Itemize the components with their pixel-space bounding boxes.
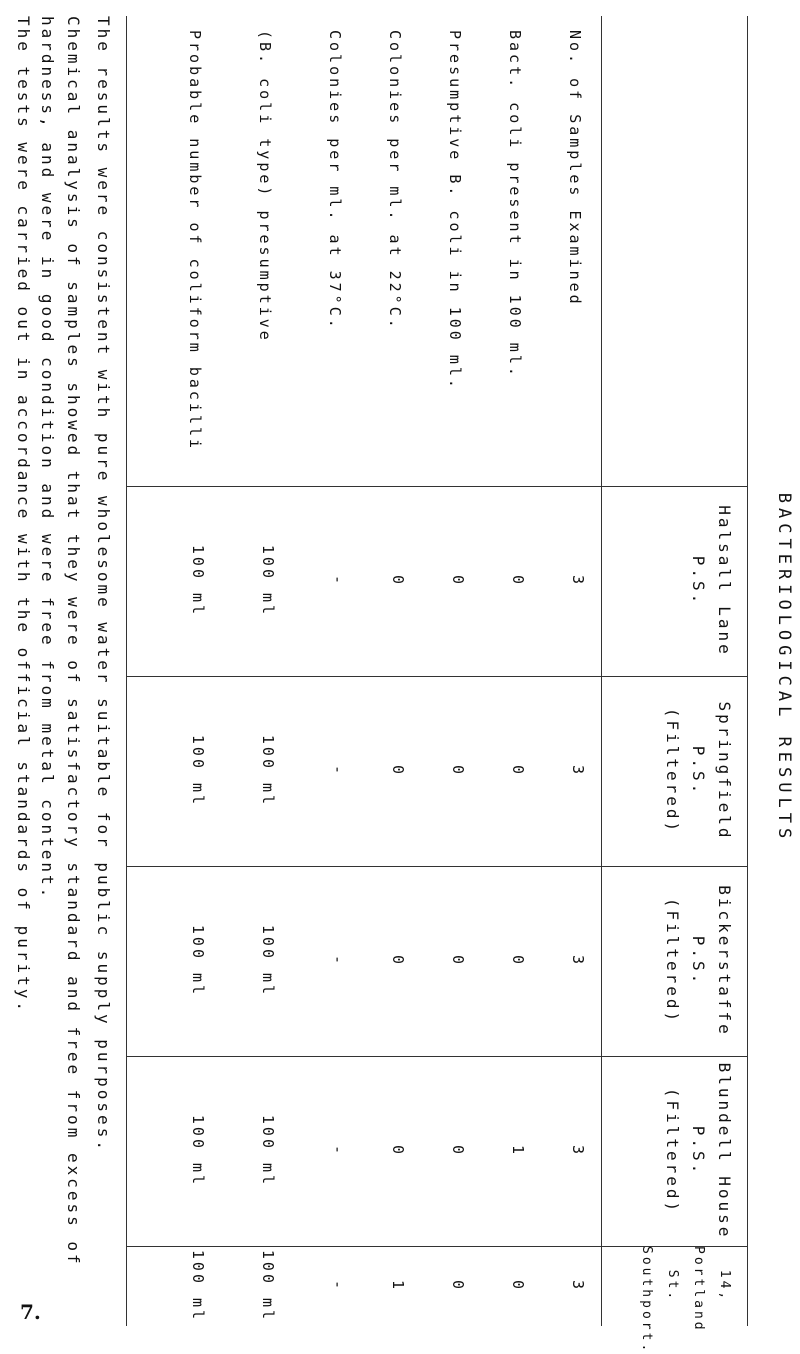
table-cell: 0 — [389, 954, 407, 968]
table-cell: 100 ml — [189, 1114, 207, 1188]
table-cell: 3 — [569, 954, 587, 968]
table-cell: 100 ml — [189, 734, 207, 808]
column-header-subline: (Filtered) — [663, 707, 682, 835]
column-header-subline: (Filtered) — [663, 897, 682, 1025]
table-cell: 0 — [449, 1279, 467, 1293]
table-cell: 100 ml — [189, 1249, 207, 1323]
table-cell: 0 — [449, 764, 467, 778]
table-cell: 3 — [569, 574, 587, 588]
table-cell: - — [329, 1279, 347, 1293]
table-cell: 0 — [509, 954, 527, 968]
page-number: 7. — [20, 1300, 41, 1324]
column-header-3 — [659, 866, 737, 1056]
page-title: BACTERIOLOGICAL RESULTS — [774, 492, 794, 844]
table-cell: 3 — [569, 1279, 587, 1293]
footnote: Chemical analysis of samples showed that they were of satisfactory standard and free from excess of hardness, and were in good condition and were free from metal content. — [38, 16, 83, 1267]
table-cell: 0 — [449, 574, 467, 588]
table-cell: 100 ml — [189, 544, 207, 618]
column-divider — [127, 676, 747, 677]
table-cell: 100 ml — [259, 1114, 277, 1188]
table-cell: - — [329, 954, 347, 968]
table-cell: 100 ml — [259, 544, 277, 618]
table-cell: 0 — [389, 574, 407, 588]
table-cell: 100 ml — [189, 924, 207, 998]
row-label: Colonies per ml. at 37°C. — [326, 30, 344, 331]
column-header-subline: (Filtered) — [663, 1087, 682, 1215]
column-header-line: 14, Portland St. — [665, 1246, 732, 1333]
results-table — [126, 16, 748, 1354]
column-header-5 — [633, 1246, 737, 1354]
column-header-line: Halsall Lane P.S. — [689, 505, 734, 657]
table-cell: - — [329, 574, 347, 588]
column-divider — [127, 866, 747, 867]
footnote: The results were consistent with pure wholesome water suitable for public supply purposes. — [94, 16, 113, 1153]
table-cell: - — [329, 764, 347, 778]
row-label: No. of Samples Examined — [566, 30, 584, 307]
table-cell: 0 — [389, 764, 407, 778]
table-cell: 0 — [509, 574, 527, 588]
column-header-line: Springfield P.S. — [689, 701, 734, 841]
table-cell: - — [329, 1144, 347, 1158]
table-cell: 0 — [449, 1144, 467, 1158]
column-header-4 — [659, 1056, 737, 1246]
row-label: Bact. coli present in 100 ml. — [506, 30, 524, 379]
row-label: Presumptive B. coli in 100 ml. — [446, 30, 464, 391]
row-label: Colonies per ml. at 22°C. — [386, 30, 404, 331]
table-cell: 100 ml — [259, 734, 277, 808]
table-cell: 0 — [389, 1144, 407, 1158]
row-label: (B. coli type) presumptive — [256, 30, 274, 343]
table-cell: 100 ml — [259, 924, 277, 998]
table-cell: 0 — [509, 1279, 527, 1293]
column-header-subline: Southport. — [639, 1246, 654, 1354]
column-header-2 — [659, 676, 737, 866]
row-label-column — [127, 16, 747, 487]
footnote: The tests were carried out in accordance with the official standards of purity. — [14, 16, 33, 1014]
column-header-1 — [685, 486, 737, 676]
row-label: Probable number of coliform bacilli — [186, 30, 204, 452]
table-cell: 0 — [509, 764, 527, 778]
column-header-line: Bickerstaffe P.S. — [689, 885, 734, 1037]
table-cell: 3 — [569, 764, 587, 778]
table-cell: 1 — [509, 1144, 527, 1158]
table-cell: 1 — [389, 1279, 407, 1293]
column-divider — [127, 1056, 747, 1057]
table-cell: 0 — [449, 954, 467, 968]
table-cell: 3 — [569, 1144, 587, 1158]
table-cell: 100 ml — [259, 1249, 277, 1323]
column-header-line: Blundell House P.S. — [689, 1062, 734, 1240]
